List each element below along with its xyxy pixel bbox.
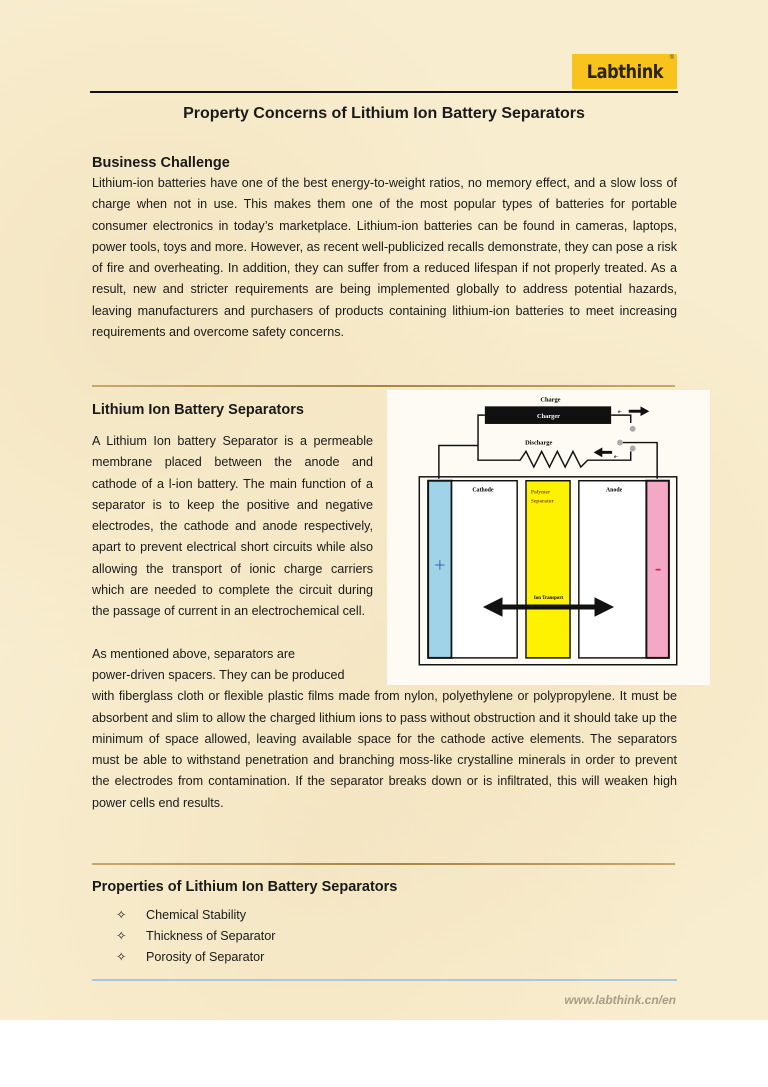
separators-section xyxy=(92,396,677,814)
section-divider xyxy=(92,863,675,865)
separators-paragraph-1: A Lithium Ion battery Separator is a permeable membrane placed between the anode and cathode of a l-ion battery. The main function of a separator is to keep the positive and negative electrodes, the cathode and anode respectively, apart to prevent electrical short circuits while also allowing the transport of ionic charge carriers which are needed to complete the circuit during the passage of current in an electrochemical cell. xyxy=(92,434,373,619)
footer-rule xyxy=(92,979,677,981)
diagram-discharge-label: Discharge xyxy=(525,439,553,447)
polymer-label: Polymer xyxy=(530,489,551,496)
diagram-charge-label: Charge xyxy=(540,396,561,404)
separators-paragraph-2-line-1: As mentioned above, separators are xyxy=(92,646,296,661)
separators-heading: Lithium Ion Battery Separators xyxy=(92,402,304,418)
star-bullet-icon: ✧ xyxy=(116,950,127,964)
cathode xyxy=(452,481,518,658)
cathode-label: Cathode xyxy=(472,487,494,494)
anode xyxy=(579,481,647,658)
separators-paragraph-2-rest: with fiberglass cloth or flexible plastic films made from nylon, polyethylene or polypropylene. It must be absorbent and slim to allow the charged lithium ions to pass without obstruction and it should take up the minimum of space allowed, leaving available space for the cathode active elements. The separators must be able to withstand penetration and branching moss-like crystalline minerals in order to prevent the electrodes from contamination. If the separator breaks down or is infiltrated, this will weaken high power cells end results. xyxy=(92,689,677,810)
list-item-text: Chemical Stability xyxy=(146,908,247,922)
footer-url[interactable]: www.labthink.cn/en xyxy=(564,993,676,1007)
plus-sign: + xyxy=(434,555,446,577)
diagram-charger-label: Charger xyxy=(537,413,560,421)
ion-transport-label: Ion Transport xyxy=(533,596,564,602)
business-challenge-text: Lithium-ion batteries have one of the best energy-to-weight ratios, no memory effect, and a slow loss of charge when not in use. This makes them one of the most popular types of batteries for portable consumer electronics in today’s marketplace. Lithium-ion batteries can be found in cameras, laptops, power tools, toys and more. However, as recent well-publicized recalls demonstrate, they can pose a risk of fire and overheating. In addition, they can suffer from a reduced lifespan if not properly treated. As a result, new and stricter requirements are being implemented globally to address potential hazards, leaving manufacturers and purchasers of products containing lithium-ion batteries to meet increasing requirements and overcome safety concerns. xyxy=(92,176,677,340)
properties-heading: Properties of Lithium Ion Battery Separators xyxy=(92,879,398,895)
arrow-left-icon xyxy=(594,447,603,457)
star-bullet-icon: ✧ xyxy=(116,908,127,922)
star-bullet-icon: ✧ xyxy=(116,929,127,943)
polymer-separator xyxy=(526,481,570,658)
battery-diagram xyxy=(387,390,710,685)
logo-registered-mark: ® xyxy=(669,55,674,61)
header-rule xyxy=(90,91,678,93)
properties-list xyxy=(92,905,677,968)
logo-text: Labthink xyxy=(586,60,663,83)
electron-label-bottom: e- xyxy=(614,455,618,461)
separator-label: Separator xyxy=(530,498,554,505)
list-item xyxy=(92,905,677,926)
page-title: Property Concerns of Lithium Ion Battery Separators xyxy=(183,105,585,122)
arrow-right-icon xyxy=(641,406,650,416)
list-item-text: Porosity of Separator xyxy=(146,950,265,964)
list-item-text: Thickness of Separator xyxy=(146,929,276,943)
list-item xyxy=(92,947,677,968)
minus-sign: - xyxy=(654,558,662,580)
business-challenge-heading: Business Challenge xyxy=(92,155,230,171)
anode-label: Anode xyxy=(605,487,623,494)
business-challenge-section xyxy=(92,153,677,343)
electron-label-top: e- xyxy=(617,410,622,416)
properties-section xyxy=(92,877,677,968)
separators-paragraph-2-line-2: power-driven spacers. They can be produced xyxy=(92,667,345,682)
section-divider xyxy=(92,385,675,387)
labthink-logo xyxy=(572,54,677,89)
list-item xyxy=(92,926,677,947)
